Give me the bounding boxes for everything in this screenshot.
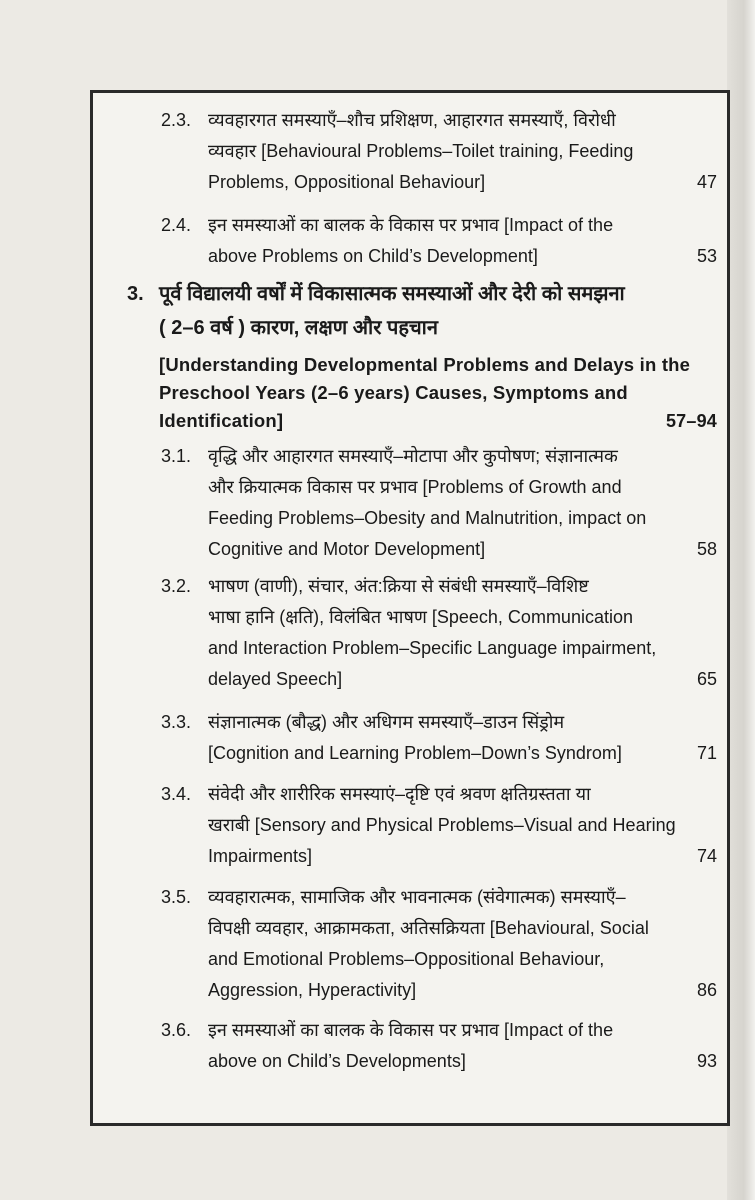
entry-text [208, 210, 717, 272]
entry-line: व्यवहार [Behavioural Problems–Toilet training, Feeding [208, 141, 634, 161]
entry-line: व्यवहारगत समस्याएँ–शौच प्रशिक्षण, आहारगत समस्याएँ, विरोधी [208, 110, 616, 130]
entry-last-line [208, 534, 717, 565]
entry-line: व्यवहारात्मक, सामाजिक और भावनात्मक (संवेगात्मक) समस्याएँ– [208, 887, 626, 907]
entry-line: and Interaction Problem–Specific Language impairment, [208, 638, 657, 658]
page-number: 93 [696, 1051, 717, 1071]
entry-text [208, 882, 717, 1006]
entry-line: खराबी [Sensory and Physical Problems–Visual and Hearing [208, 815, 676, 835]
entry-line: Feeding Problems–Obesity and Malnutrition, impact on [208, 508, 647, 528]
chapter-number: 3. [127, 283, 144, 305]
entry-line: Aggression, Hyperactivity] [208, 980, 417, 1000]
entry-number: 2.4. [161, 215, 192, 235]
entry-line: above on Child’s Developments] [208, 1051, 466, 1071]
entry-last-line [208, 738, 717, 769]
entry-number: 3.2. [161, 576, 192, 596]
toc-frame [90, 90, 730, 1126]
page-edge [727, 0, 755, 1200]
entry-last-line [208, 167, 717, 198]
chapter-title-line: Preschool Years (2–6 years) Causes, Symptoms and [159, 382, 628, 403]
chapter-title-line: पूर्व विद्यालयी वर्षों में विकासात्मक समस्याओं और देरी को समझना [159, 283, 625, 305]
page-number: 58 [696, 539, 717, 559]
entry-line: वृद्धि और आहारगत समस्याएँ–मोटापा और कुपोषण; संज्ञानात्मक [208, 446, 618, 466]
entry-last-line [208, 1046, 717, 1077]
entry-text [208, 441, 717, 565]
entry-line: इन समस्याओं का बालक के विकास पर प्रभाव [Impact of the [208, 215, 614, 235]
page-number: 71 [696, 743, 717, 763]
entry-last-line [208, 241, 717, 272]
entry-number: 3.4. [161, 784, 192, 804]
entry-line: विपक्षी व्यवहार, आक्रामकता, अतिसक्रियता [Behavioural, Social [208, 918, 649, 938]
chapter-title-english [159, 351, 717, 435]
entry-line: और क्रियात्मक विकास पर प्रभाव [Problems of Growth and [208, 477, 622, 497]
entry-line: भाषण (वाणी), संचार, अंत:क्रिया से संबंधी समस्याएँ–विशिष्ट [208, 576, 589, 596]
chapter-title-line: ( 2–6 वर्ष ) कारण, लक्षण और पहचान [159, 317, 438, 339]
entry-line: Impairments] [208, 846, 313, 866]
entry-line: and Emotional Problems–Oppositional Behaviour, [208, 949, 605, 969]
page-number: 74 [696, 846, 717, 866]
entry-line: संवेदी और शारीरिक समस्याएं–दृष्टि एवं श्रवण क्षतिग्रस्तता या [208, 784, 591, 804]
entry-last-line [208, 664, 717, 695]
entry-number: 3.1. [161, 446, 192, 466]
chapter-title-line: [Understanding Developmental Problems and Delays in the [159, 354, 691, 375]
entry-last-line [208, 975, 717, 1006]
entry-line: Problems, Oppositional Behaviour] [208, 172, 486, 192]
entry-text [208, 571, 717, 695]
page-range: 57–94 [665, 411, 717, 431]
entry-number: 2.3. [161, 110, 192, 130]
entry-text [208, 1015, 717, 1077]
entry-number: 3.3. [161, 712, 192, 732]
chapter-last-line [159, 407, 717, 435]
entry-line: delayed Speech] [208, 669, 343, 689]
page-number: 53 [696, 246, 717, 266]
entry-text [208, 779, 717, 872]
entry-line: इन समस्याओं का बालक के विकास पर प्रभाव [Impact of the [208, 1020, 614, 1040]
entry-number: 3.5. [161, 887, 192, 907]
entry-text [208, 105, 717, 198]
entry-line: [Cognition and Learning Problem–Down’s Syndrom] [208, 743, 622, 763]
entry-number: 3.6. [161, 1020, 192, 1040]
page-number: 47 [696, 172, 717, 192]
page-number: 65 [696, 669, 717, 689]
chapter-title-hindi [159, 277, 717, 345]
entry-line: Cognitive and Motor Development] [208, 539, 486, 559]
entry-line: above Problems on Child’s Development] [208, 246, 538, 266]
entry-last-line [208, 841, 717, 872]
entry-text [208, 707, 717, 769]
entry-line: भाषा हानि (क्षति), विलंबित भाषण [Speech, Communication [208, 607, 633, 627]
page-number: 86 [696, 980, 717, 1000]
chapter-title-line: Identification] [159, 410, 284, 431]
entry-line: संज्ञानात्मक (बौद्ध) और अधिगम समस्याएँ–डाउन सिंड्रोम [208, 712, 565, 732]
